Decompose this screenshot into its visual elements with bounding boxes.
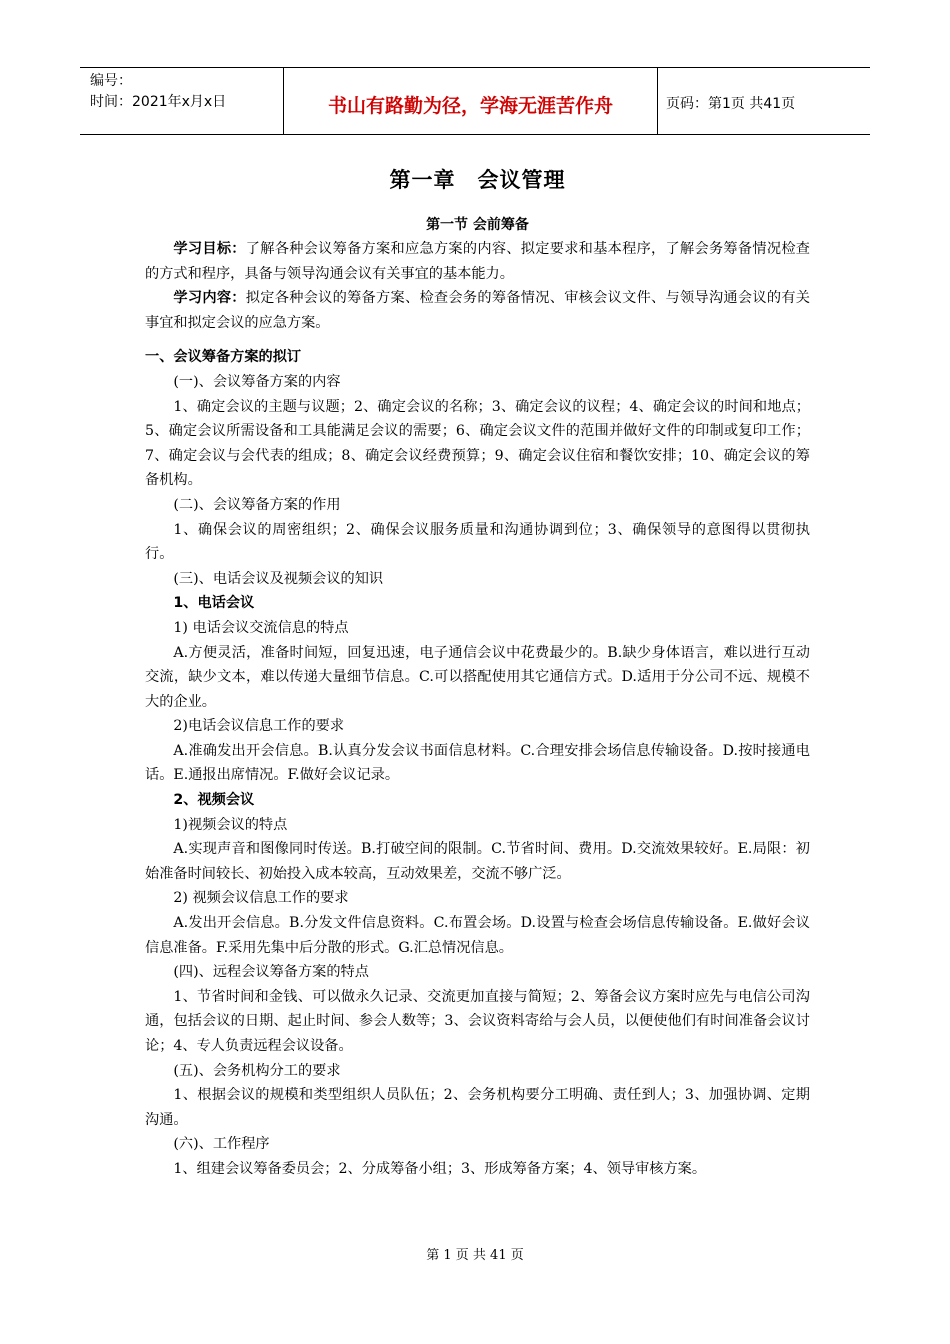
s1-text: 1、确定会议的主题与议题；2、确定会议的名称；3、确定会议的议程；4、确定会议的时间和地点；5、确定会议所需设备和工具能满足会议的需要；6、确定会议文件的范围并做好文件的印制或复印工作；7、确定会议与会代表的组成；8、确定会议经费预算；9、确定会议住宿和餐饮安排；10、确定会议的筹备机构。	[145, 398, 810, 489]
learning-content-label: 学习内容：	[173, 290, 246, 307]
learning-content-text: 拟定各种会议的筹备方案、检查会务的筹备情况、审核会议文件、与领导沟通会议的有关事宜和拟定会议的应急方案。	[145, 290, 810, 331]
number-label: 编号：	[90, 73, 132, 89]
learning-goal-text: 了解各种会议筹备方案和应急方案的内容、拟定要求和基本程序，了解会务筹备情况检查的方式和程序，具备与领导沟通会议有关事宜的基本能力。	[145, 241, 810, 282]
s2-text: 1、确保会议的周密组织；2、确保会议服务质量和沟通协调到位；3、确保领导的意图得以贯彻执行。	[145, 521, 810, 563]
s3-phone-requirements-text: A.准确发出开会信息。B.认真分发会议书面信息材料。C.合理安排会场信息传输设备。D.按时接通电话。E.通报出席情况。F.做好会议记录。	[145, 742, 810, 784]
header-page-label: 页码：第1页 共41页	[666, 96, 796, 112]
header-motto: 书山有路勤为径，学海无涯苦作舟	[283, 68, 658, 134]
s4-text: 1、节省时间和金钱、可以做永久记录、交流更加直接与简短；2、筹备会议方案时应先与电信公司沟通，包括会议的日期、起止时间、参会人数等；3、会议资料寄给与会人员，以便使他们有时间准备会议讨论；4、专人负责远程会议设备。	[145, 988, 810, 1054]
section-title: 第一节 会前筹备	[426, 217, 529, 233]
s5-title: (五)、会务机构分工的要求	[173, 1062, 341, 1079]
s3-video-features-text: A.实现声音和图像同时传送。B.打破空间的限制。C.节省时间、费用。D.交流效果较好。E.局限：初始准备时间较长、初始投入成本较高，互动效果差，交流不够广泛。	[145, 841, 810, 882]
s6-text: 1、组建会议筹备委员会；2、分成筹备小组；3、形成筹备方案；4、领导审核方案。	[173, 1160, 707, 1177]
part1-title: 一、会议筹备方案的拟订	[145, 349, 302, 366]
s3-video-requirements-text: A.发出开会信息。B.分发文件信息资料。C.布置会场。D.设置与检查会场信息传输设备。E.做好会议信息准备。F.采用先集中后分散的形式。G.汇总情况信息。	[145, 915, 810, 956]
s4-title: (四)、远程会议筹备方案的特点	[173, 964, 369, 981]
page-header	[80, 67, 870, 135]
learning-content	[145, 286, 810, 335]
s3-title: (三)、电话会议及视频会议的知识	[173, 570, 384, 587]
learning-goal	[145, 237, 810, 286]
s3-video-requirements-title: 2) 视频会议信息工作的要求	[173, 890, 349, 907]
date-label: 时间：2021年x月x日	[90, 94, 227, 110]
s3-heading-video: 2、视频会议	[173, 792, 255, 809]
s5-text: 1、根据会议的规模和类型组织人员队伍；2、会务机构要分工明确、责任到人；3、加强协调、定期沟通。	[145, 1087, 810, 1128]
s1-title: (一)、会议筹备方案的内容	[173, 373, 341, 390]
header-meta	[80, 68, 283, 134]
s3-phone-features-title: 1) 电话会议交流信息的特点	[173, 619, 349, 636]
s2-title: (二)、会议筹备方案的作用	[173, 496, 341, 513]
s3-phone-requirements-title: 2)电话会议信息工作的要求	[173, 718, 345, 735]
s3-heading-phone: 1、电话会议	[173, 595, 255, 612]
s3-phone-features-text: A.方便灵活，准备时间短，回复迅速，电子通信会议中花费最少的。B.缺少身体语言，难以进行互动交流，缺少文本，难以传递大量细节信息。C.可以搭配使用其它通信方式。D.适用于分公司不远、规模不大的企业。	[145, 644, 810, 710]
s6-title: (六)、工作程序	[173, 1136, 270, 1153]
learning-goal-label: 学习目标：	[173, 241, 246, 257]
document-body	[145, 160, 810, 1182]
s3-video-features-title: 1)视频会议的特点	[173, 816, 288, 833]
page-footer: 第 1 页 共 41 页	[426, 1248, 524, 1263]
chapter-title: 第一章 会议管理	[389, 168, 566, 192]
